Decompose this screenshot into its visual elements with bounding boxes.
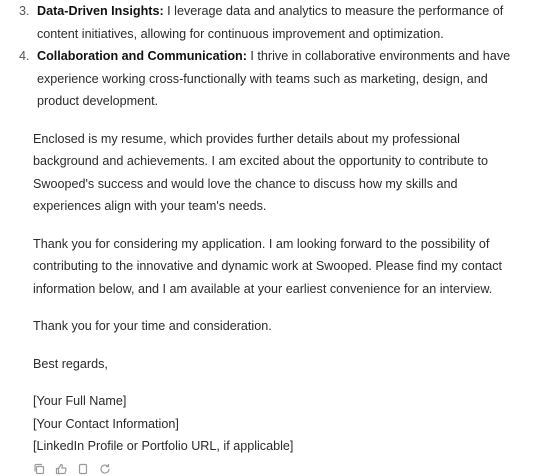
signature-block: [33, 390, 523, 458]
list-number: 4.: [19, 49, 30, 63]
paragraph-thanks: Thank you for considering my application. I am looking forward to the possibility of contributing to the innovative and dynamic work at Swooped. Please find my contact information below, and I am available at your earliest convenience for an interview.: [33, 236, 503, 296]
point-text: I leverage data and analytics to measure the performance of content initiatives, allowing for continuous improvement and optimization.: [37, 4, 504, 41]
list-item: [19, 45, 523, 113]
signature-contact: [Your Contact Information]: [33, 416, 179, 431]
paragraph-resume: Enclosed is my resume, which provides further details about my professional background and achievements. I am excited about the opportunity to contribute to Swooped's success and would love the chance to discuss how my skills and experiences align with your team's needs.: [33, 131, 489, 213]
thumbs-down-icon[interactable]: [77, 463, 89, 475]
point-title: Data-Driven Insights:: [37, 4, 164, 18]
sign-off: Best regards,: [33, 356, 108, 371]
signature-name: [Your Full Name]: [33, 394, 127, 408]
assistant-message: [19, 0, 523, 458]
regenerate-icon[interactable]: [99, 463, 111, 475]
numbered-list: [19, 0, 523, 113]
copy-icon[interactable]: [33, 463, 45, 475]
point-text: I thrive in collaborative environments and have experience working cross-functionally with teams such as marketing, design, and product development.: [37, 49, 511, 108]
signature-link: [LinkedIn Profile or Portfolio URL, if applicable]: [33, 439, 294, 453]
list-number: 3.: [19, 4, 30, 18]
paragraph-time: Thank you for your time and consideration.: [33, 319, 272, 333]
point-title: Collaboration and Communication:: [37, 49, 247, 63]
list-item: [19, 0, 523, 45]
thumbs-up-icon[interactable]: [55, 463, 67, 475]
